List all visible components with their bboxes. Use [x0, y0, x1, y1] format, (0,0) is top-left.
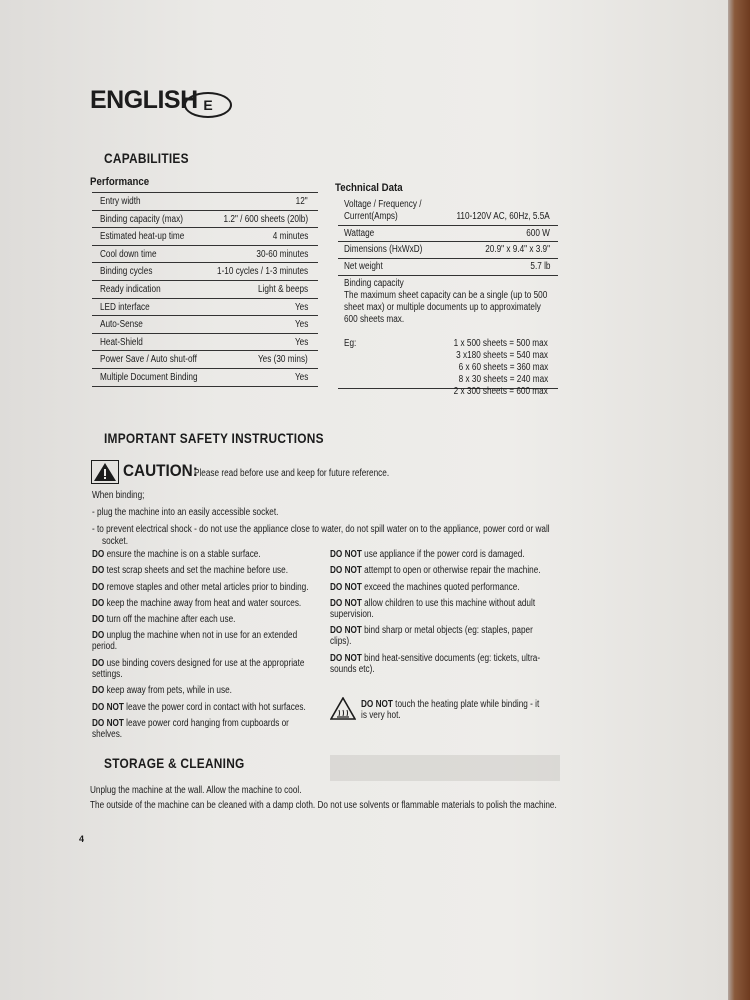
storage-heading: STORAGE & CLEANING	[104, 755, 245, 771]
example-line: 1 x 500 sheets = 500 max	[453, 338, 548, 349]
performance-table	[92, 192, 318, 387]
safety-rule: DO NOT bind heat-sensitive documents (eg: tickets, ultra- sounds etc).	[330, 653, 541, 675]
performance-value: 1-10 cycles / 1-3 minutes	[216, 266, 308, 278]
warning-triangle-icon	[91, 460, 119, 484]
performance-value: Yes	[294, 301, 308, 313]
capabilities-heading: CAPABILITIES	[104, 150, 189, 166]
hot-plate-warning: DO NOT touch the heating plate while binding - it is very hot.	[361, 699, 540, 721]
safety-rule: DO turn off the machine after each use.	[92, 614, 236, 625]
performance-value: 30-60 minutes	[256, 248, 308, 260]
performance-row	[92, 192, 318, 211]
performance-label: Entry width	[100, 196, 141, 207]
performance-row	[92, 299, 318, 317]
performance-label: Cool down time	[100, 248, 157, 260]
example-line: 8 x 30 sheets = 240 max	[458, 374, 548, 385]
tech-value: 110-120V AC, 60Hz, 5.5A	[456, 211, 550, 222]
tech-label: Voltage / Frequency /	[344, 199, 422, 210]
hot-surface-warning-icon	[330, 697, 356, 721]
performance-value: 4 minutes	[272, 231, 308, 243]
safety-rule: DO NOT attempt to open or otherwise repair the machine.	[330, 565, 541, 576]
performance-label: Power Save / Auto shut-off	[100, 354, 197, 366]
performance-label: Multiple Document Binding	[100, 371, 198, 383]
binding-capacity-label: Binding capacity	[344, 278, 404, 289]
eg-label: Eg:	[344, 338, 357, 349]
tech-label: Wattage	[344, 228, 375, 239]
tech-value: 600 W	[526, 228, 550, 239]
tech-row-net-weight	[338, 259, 558, 276]
performance-row	[92, 211, 318, 229]
example-line: 2 x 300 sheets = 600 max	[453, 386, 548, 397]
safety-rule: DO NOT leave power cord hanging from cupboards or shelves.	[92, 718, 289, 740]
tech-row-binding-capacity	[338, 276, 558, 397]
tech-label: Current(Amps)	[344, 211, 398, 222]
safety-rule: DO NOT leave the power cord in contact with hot surfaces.	[92, 702, 306, 713]
example-line: 6 x 60 sheets = 360 max	[458, 362, 548, 373]
safety-rule: DO keep the machine away from heat and water sources.	[92, 598, 302, 609]
performance-value: Yes	[294, 371, 308, 383]
performance-row	[92, 246, 318, 264]
performance-value: Yes (30 mins)	[258, 354, 308, 366]
performance-value: 12"	[295, 196, 308, 207]
safety-rule: DO NOT use appliance if the power cord is damaged.	[330, 549, 525, 560]
binding-capacity-desc: sheet max) or multiple documents up to approximately	[344, 302, 541, 313]
language-title: ENGLISH	[90, 86, 198, 114]
safety-heading: IMPORTANT SAFETY INSTRUCTIONS	[104, 430, 324, 446]
performance-row	[92, 351, 318, 369]
storage-line-1: Unplug the machine at the wall. Allow the machine to cool.	[90, 785, 302, 796]
technical-data-table	[338, 197, 558, 397]
safety-rule: DO NOT exceed the machines quoted performance.	[330, 582, 520, 593]
tech-value: 20.9" x 9.4" x 3.9"	[485, 244, 550, 255]
tech-row-dimensions	[338, 242, 558, 259]
performance-value: Yes	[294, 319, 308, 331]
safety-rule: DO ensure the machine is on a stable surface.	[92, 549, 261, 560]
performance-value: Light & beeps	[257, 283, 308, 295]
safety-rule: DO unplug the machine when not in use for an extended period.	[92, 630, 298, 652]
technical-data-title: Technical Data	[335, 182, 403, 194]
caution-subtitle: Please read before use and keep for future reference.	[194, 468, 390, 479]
tech-value: 5.7 lb	[529, 261, 550, 272]
tech-row-voltage	[338, 197, 558, 226]
performance-label: Auto-Sense	[100, 319, 143, 331]
language-badge: E	[184, 92, 232, 118]
safety-rule: DO use binding covers designed for use at the appropriate settings.	[92, 658, 305, 680]
binding-capacity-desc: 600 sheets max.	[344, 314, 405, 325]
performance-label: Ready indication	[100, 283, 161, 295]
performance-label: Binding cycles	[100, 266, 153, 278]
tech-row-wattage	[338, 226, 558, 242]
performance-row	[92, 263, 318, 281]
example-list	[388, 338, 548, 398]
performance-label: Heat-Shield	[100, 336, 143, 348]
tech-label: Net weight	[344, 261, 383, 272]
safety-rule: DO NOT bind sharp or metal objects (eg: staples, paper clips).	[330, 625, 533, 647]
tech-label: Dimensions (HxWxD)	[344, 244, 423, 255]
performance-value: Yes	[294, 336, 308, 348]
safety-rule: DO NOT allow children to use this machine without adult supervision.	[330, 598, 536, 620]
performance-title: Performance	[90, 176, 150, 188]
when-binding-text: When binding;	[92, 490, 145, 501]
safety-rule: DO test scrap sheets and set the machine before use.	[92, 565, 289, 576]
performance-label: Estimated heat-up time	[100, 231, 185, 243]
binding-capacity-desc: The maximum sheet capacity can be a single (up to 500	[344, 290, 548, 301]
performance-row	[92, 281, 318, 299]
bullet-socket: - plug the machine into an easily accessible socket.	[92, 507, 279, 518]
example-line: 3 x180 sheets = 540 max	[456, 350, 548, 361]
bleed-through-shade	[330, 755, 560, 781]
storage-line-2: The outside of the machine can be cleaned with a damp cloth. Do not use solvents or flammable materials to polish the machine.	[90, 800, 557, 811]
safety-rule: DO remove staples and other metal articles prior to binding.	[92, 582, 309, 593]
performance-row	[92, 369, 318, 387]
performance-label: LED interface	[100, 301, 150, 313]
safety-rule: DO keep away from pets, while in use.	[92, 685, 232, 696]
page-edge-shadow	[728, 0, 750, 1000]
performance-value: 1.2" / 600 sheets (20lb)	[223, 213, 308, 225]
performance-row	[92, 228, 318, 246]
caution-title: CAUTION:	[123, 461, 198, 480]
performance-row	[92, 316, 318, 334]
page-number: 4	[79, 834, 85, 844]
bullet-electrical-shock: - to prevent electrical shock - do not use the appliance close to water, do not spill water on to the appliance, power cord or wall socket.	[92, 524, 550, 547]
performance-row	[92, 334, 318, 352]
performance-label: Binding capacity (max)	[100, 213, 183, 225]
